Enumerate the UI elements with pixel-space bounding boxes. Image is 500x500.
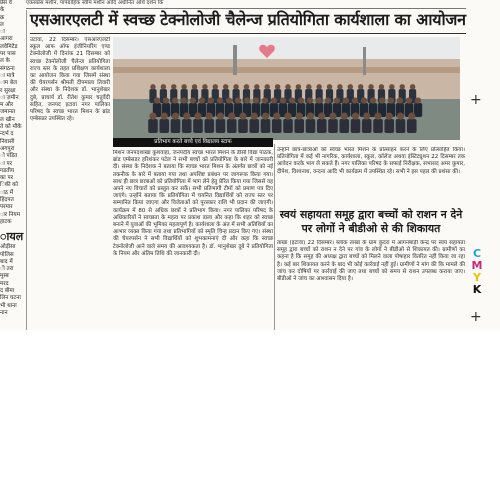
left-column-subhead: ायल — [0, 230, 24, 244]
registration-mark-top: + — [470, 92, 482, 108]
person-head — [208, 97, 214, 103]
left-column-line: मुस्ब — [0, 273, 9, 280]
person-silhouette — [362, 119, 372, 133]
left-column-line: जमानत — [0, 109, 16, 116]
left-column-line: परमार — [0, 204, 13, 211]
person-silhouette — [351, 119, 361, 133]
person-head — [183, 113, 190, 120]
headline-underline — [30, 33, 466, 34]
person-head — [202, 84, 207, 89]
person-head — [406, 97, 412, 103]
person-silhouette — [204, 119, 214, 133]
left-column-line: संगठना — [0, 65, 15, 72]
person-head — [370, 97, 376, 103]
column-divider-right — [274, 144, 275, 330]
person-head — [306, 84, 311, 89]
person-head — [233, 84, 238, 89]
person-head — [254, 84, 259, 89]
second-article-column — [277, 240, 465, 328]
left-column-line: पर पास — [0, 51, 16, 58]
person-head — [150, 84, 155, 89]
left-column-line: द बीमा — [0, 287, 15, 294]
person-head — [397, 113, 404, 120]
person-head — [307, 113, 314, 120]
person-head — [262, 97, 268, 103]
person-head — [163, 97, 169, 103]
person-head — [352, 97, 358, 103]
left-column-line: मरद — [0, 280, 9, 287]
person-head — [374, 113, 381, 120]
person-silhouette — [216, 119, 226, 133]
person-head — [379, 97, 385, 103]
article-body-column — [113, 150, 273, 328]
person-head — [363, 113, 370, 120]
person-head — [217, 97, 223, 103]
person-silhouette — [339, 119, 349, 133]
left-column-line: हाटक — [0, 218, 12, 225]
person-head — [217, 113, 224, 120]
top-strip-text: एकसप्रेस मशीन, पापग्राहिक स्वीम मशीन आदि अधीनित अर्थि दर्शन कि — [26, 0, 164, 6]
person-head — [251, 113, 258, 120]
person-head — [284, 113, 291, 120]
person-silhouette — [373, 119, 383, 133]
left-column-line: ा — [0, 29, 5, 36]
left-column-line: लिन घटना — [0, 295, 21, 302]
person-silhouette — [261, 119, 271, 133]
article-body: मिशन जनपदशाखा कुशवाहा, जनपदीय स्वच्छ भारत मिशन के डीसी विद्या पाठक, ब्रांड एम्बेसडर हरिशंकर पटेल ने सभी बच्चों को प्रतियोगिता के बारे में जानकारी दी। संस्था के निदेशक ने बताया कि स्वच्छ भारत मिशन के अंतर्गत छात्रों को नई तकनीक के बारे में बताया गया तथा अपशिष्ट प्रबंधन पर जागरूक किया गया। साथ ही छात्र छात्राओं को प्रतियोगिता में भाग लेने हेतु प्रेरित किया गया जिससे वह अपने नए विचारों को प्रस्तुत कर सकें। सभी प्रतिभागी टीमों को प्रमाण पत्र दिए जाएंगे। उन्होंने बताया कि प्रतियोगिता में चयनित विद्यार्थियों को राज्य स्तर पर सम्मानित किया जाएगा और विजेताओं को पुरस्कार राशि भी प्रदान की जाएगी। कार्यक्रम में 80 से अधिक छात्रों ने प्रतिभाग किया। नगर पालिका परिषद के अधिकारियों ने स्वच्छता के महत्व पर प्रकाश डाला और कहा कि शहर को स्वच्छ बनाने में युवाओं की भूमिका महत्वपूर्ण है। कार्यशाला के अंत में सभी अतिथियों का आभार व्यक्त किया गया तथा प्रतिभागियों को स्मृति चिन्ह प्रदान किए गए। संस्था की चेयरपर्सन ने सभी विद्यार्थियों को शुभकामनाएं दी और कहा कि स्वच्छ टेक्नोलोजी आने वाले समय की आवश्यकता है। डॉ. भानुशेखर दुबे ने प्रतियोगिता के नियम और अंतिम तिथि की जानकारी दी। — [113, 150, 273, 257]
person-head — [154, 97, 160, 103]
person-silhouette — [249, 119, 259, 133]
person-head — [329, 113, 336, 120]
left-column-line: भी थाना — [0, 302, 17, 309]
registration-mark-bottom: + — [470, 309, 482, 325]
person-silhouette — [272, 119, 282, 133]
person-silhouette — [317, 119, 327, 133]
person-head — [337, 84, 342, 89]
left-column-line: गडतीय — [0, 167, 15, 174]
cmyk-c: C — [472, 247, 482, 260]
person-head — [325, 97, 331, 103]
left-column-line: लवेमिटेड — [0, 43, 18, 50]
person-head — [415, 97, 421, 103]
person-head — [262, 113, 269, 120]
person-silhouette — [396, 119, 406, 133]
person-silhouette — [238, 119, 248, 133]
person-silhouette — [193, 119, 203, 133]
person-head — [223, 84, 228, 89]
left-column-line: ा ज़मीन — [0, 94, 19, 101]
group-photo-image — [113, 37, 460, 140]
person-head — [192, 84, 197, 89]
left-column-line: बाद में — [0, 258, 13, 265]
person-head — [161, 113, 168, 120]
left-column-line: न्दर्भ द — [0, 131, 14, 138]
left-column-line: निवासी — [0, 138, 15, 145]
person-head — [296, 113, 303, 120]
left-column-line: ा पर — [0, 160, 13, 167]
person-head — [327, 84, 332, 89]
person-silhouette — [407, 119, 417, 133]
person-head — [280, 97, 286, 103]
person-head — [199, 97, 205, 103]
person-head — [298, 97, 304, 103]
blank-area — [0, 330, 500, 500]
headline: एसआरएलटी में स्वच्छ टेक्नोलोजी चैलेन्ज प्रतियोगिता कार्यशाला का आयोजन — [30, 10, 466, 29]
person-head — [172, 97, 178, 103]
person-head — [285, 84, 290, 89]
person-head — [194, 113, 201, 120]
person-head — [361, 97, 367, 103]
person-head — [244, 97, 250, 103]
left-column-line: ल के — [0, 58, 10, 65]
person-head — [334, 97, 340, 103]
person-silhouette — [306, 119, 316, 133]
second-article-text: ताखा (इटावा) 22 दिसम्बर। ब्लॉक ताखा के ग्राम कुंदरा में आंगनबाड़ी केन्द्र पर स्वयं सहायता समूह द्वारा बच्चों को राशन न देने पर गांव के लोगों ने बीडीओ से शिकायत की। ग्रामीणों का कहना है कि समूह की अध्यक्ष द्वारा बच्चों को मिलने वाला पोषाहार वितरित नहीं किया जा रहा है। कई बार शिकायत करने के बाद भी कोई कार्रवाई नहीं हुई। ग्रामीणों ने मांग की कि मामले की जांच कर दोषियों पर कार्रवाई की जाए तथा बच्चों को समय से राशन उपलब्ध कराया जाए। बीडीओ ने जांच का आश्वासन दिया है। — [277, 240, 465, 283]
person-head — [271, 97, 277, 103]
person-head — [273, 113, 280, 120]
person-head — [206, 113, 213, 120]
left-column-line: ा मात्रे — [0, 72, 15, 79]
person-head — [296, 84, 301, 89]
left-column-line: ो पंडित — [0, 153, 18, 160]
left-column-line: र सुरक्षा — [0, 87, 16, 94]
person-head — [368, 84, 373, 89]
left-column-line: के — [0, 7, 5, 14]
cmyk-color-bar — [470, 248, 484, 296]
left-column-line: ाठ में — [0, 189, 14, 196]
article-intro-column — [30, 37, 110, 137]
person-head — [318, 113, 325, 120]
person-head — [408, 113, 415, 120]
person-silhouette — [159, 119, 169, 133]
person-silhouette — [328, 119, 338, 133]
person-head — [307, 97, 313, 103]
left-column-line: ाम बेल — [0, 80, 17, 87]
left-column-line: ल — [0, 21, 4, 28]
left-column-line: प्रेस वे — [0, 0, 12, 6]
left-column-lines-2 — [0, 244, 24, 317]
photo-caption: प्रतिभाग करते बच्चे एवं विद्यालय स्टाफ — [113, 138, 273, 147]
person-head — [253, 97, 259, 103]
person-head — [348, 84, 353, 89]
person-head — [149, 113, 156, 120]
left-column-line: ओड़ीसा — [0, 244, 16, 251]
article-intro: उटावा, 22 दिसम्बर। एसआरएलटी स्कूल आफ ऑफ इंजीनियरिंग एण्ड टेक्नोलोजी में दिनांक 21 दिसम्बर को स्वच्छ टेक्नोलोजी चैलेन्ज प्रतियोगिता राज्य स्तर के तहत प्रशिक्षण कार्यशाला का आयोजन किया गया जिसमें संस्था की चेयरपर्सन श्रीमती दीपमाला तिवारी और संस्था के निदेशक डॉ. भानुशेखर दुबे, प्राचार्य डॉ. रीतेश कुमार चतुर्वेदी सहित, जनपद इटावा नगर पालिका परिषद के स्वच्छ भारत मिशन के ब्रांड एम्बेसडर उपस्थित रहे। — [30, 37, 110, 123]
cmyk-y: Y — [473, 271, 481, 284]
column-divider-left — [26, 10, 27, 330]
person-head — [190, 97, 196, 103]
person-head — [316, 84, 321, 89]
left-column-line: िकी को — [0, 182, 19, 189]
person-head — [341, 113, 348, 120]
person-head — [239, 113, 246, 120]
person-head — [388, 97, 394, 103]
person-head — [244, 84, 249, 89]
left-column-line: पोलिस — [0, 251, 14, 258]
cmyk-m: M — [471, 259, 483, 272]
person-head — [397, 97, 403, 103]
person-silhouette — [227, 119, 237, 133]
left-column-line: नान — [0, 309, 8, 316]
left-column-line: क्र — [0, 14, 5, 21]
left-column-line: ते को मौके — [0, 124, 22, 131]
person-head — [181, 84, 186, 89]
left-column-line: ल खीन — [0, 116, 15, 123]
cmyk-k: K — [472, 283, 482, 296]
person-head — [171, 84, 176, 89]
person-head — [410, 84, 415, 89]
left-column-line: म और — [0, 102, 14, 109]
left-column-fragment — [0, 0, 24, 330]
person-silhouette — [384, 119, 394, 133]
article-right-column — [277, 147, 465, 205]
person-head — [235, 97, 241, 103]
person-head — [389, 84, 394, 89]
person-silhouette — [148, 119, 158, 133]
person-head — [316, 97, 322, 103]
left-column-line: हिंदपत — [0, 197, 14, 204]
left-column-lines — [0, 0, 24, 226]
second-article-headline: स्वयं सहायता समूह द्वारा बच्चों को राशन न देने पर लोगों ने बीडीओ से की शिकायत — [279, 208, 463, 235]
article-right-text: उन्होंने छात्र-छात्राओं को स्वच्छ भारत मिशन के प्रोत्साहन करने के लिए प्रोत्साहित किया। प्रतियोगिता में कई भी नागरिक, कार्यशाला, स्कूल, कॉलेज अथवा इंस्टिट्यूशन 22 दिसम्बर तक आवेदन करके भाग ले सकते हैं। नगर पालिका परिषद के सफाई निरीक्षक, सभासद अमर कुमार, दीपेश, विश्वनाथ, वन्दना आदि भी कार्यक्रम में उपस्थित रहे। सभी ने इस पहल की प्रशंसा की। — [277, 147, 465, 175]
person-head — [352, 113, 359, 120]
person-head — [213, 84, 218, 89]
person-head — [228, 113, 235, 120]
person-head — [172, 113, 179, 120]
person-silhouette — [283, 119, 293, 133]
person-head — [226, 97, 232, 103]
person-head — [181, 97, 187, 103]
top-divider — [26, 8, 466, 9]
left-column-line: ी तरा — [0, 266, 14, 273]
left-column-line: अगपुरा — [0, 145, 15, 152]
person-head — [343, 97, 349, 103]
left-column-line: का पर — [0, 175, 13, 182]
person-head — [400, 84, 405, 89]
person-head — [358, 84, 363, 89]
person-silhouette — [294, 119, 304, 133]
person-head — [265, 84, 270, 89]
person-head — [275, 84, 280, 89]
person-head — [161, 84, 166, 89]
person-head — [386, 113, 393, 120]
person-silhouette — [182, 119, 192, 133]
person-head — [289, 97, 295, 103]
left-column-line: आगरा — [0, 36, 13, 43]
person-head — [379, 84, 384, 89]
left-column-line: ार नियम — [0, 211, 20, 218]
person-silhouette — [171, 119, 181, 133]
group-photo — [113, 37, 460, 140]
